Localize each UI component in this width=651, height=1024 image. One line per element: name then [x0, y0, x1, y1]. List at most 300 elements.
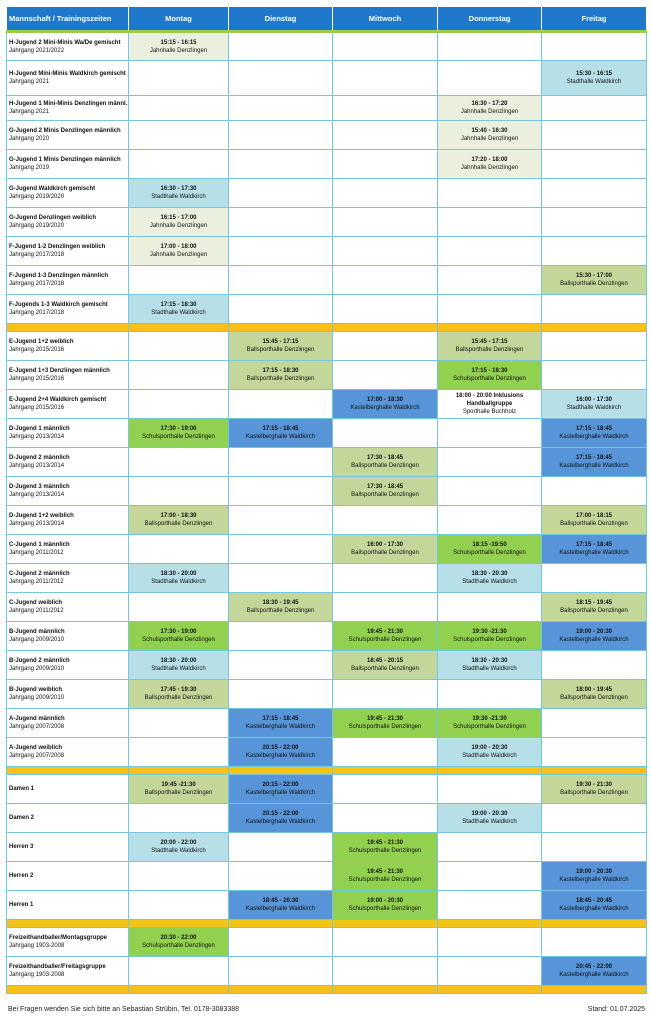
training-slot-monday — [129, 833, 229, 862]
training-slot-tuesday — [229, 593, 333, 622]
slot-venue: Kastelberghalle Waldkirch — [559, 877, 629, 883]
slot-venue: Ballsporthalle Denzlingen — [560, 695, 628, 701]
empty-slot-tuesday — [229, 32, 333, 61]
team-row — [7, 237, 647, 266]
empty-slot-wednesday — [333, 150, 438, 179]
team-row — [7, 96, 647, 121]
team-row — [7, 208, 647, 237]
training-slot-monday — [129, 651, 229, 680]
empty-slot-wednesday — [333, 96, 438, 121]
training-slot-tuesday — [229, 804, 333, 833]
slot-time: 19:45 - 21:30 — [366, 716, 404, 722]
slot-venue: Ballsporthalle Denzlingen — [351, 666, 419, 672]
slot-venue: Stadthalle Waldkirch — [151, 848, 206, 854]
empty-slot-monday — [129, 709, 229, 738]
empty-slot-monday — [129, 61, 229, 96]
team-row — [7, 651, 647, 680]
team-name: E-Jugend 1+3 Denzlingen männlich — [9, 368, 110, 374]
team-name: E-Jugend 2+4 Waldkirch gemischt — [9, 397, 107, 403]
team-cell — [7, 121, 129, 150]
team-cell — [7, 150, 129, 179]
team-year: Jahrgang 2015/2016 — [9, 405, 65, 411]
slot-venue: Stadthalle Waldkirch — [462, 579, 517, 585]
slot-time: 18:00 - 19:45 — [575, 687, 613, 693]
header-thursday: Donnerstag — [438, 7, 542, 32]
empty-slot-monday — [129, 891, 229, 920]
empty-slot-wednesday — [333, 61, 438, 96]
team-year: Jahrgang 2011/2012 — [9, 608, 64, 614]
team-row — [7, 891, 647, 920]
team-name: Freizeithandballer/Montagsgruppe — [9, 935, 108, 941]
team-cell — [7, 957, 129, 986]
empty-slot-tuesday — [229, 833, 333, 862]
team-name: C-Jugend 1 männlich — [9, 542, 70, 548]
separator-cell — [333, 767, 438, 775]
separator-cell — [542, 920, 647, 928]
empty-slot-wednesday — [333, 564, 438, 593]
empty-slot-monday — [129, 862, 229, 891]
slot-time: 18:30 - 20:00 — [160, 571, 197, 577]
empty-slot-tuesday — [229, 266, 333, 295]
training-slot-wednesday — [333, 651, 438, 680]
empty-slot-thursday — [438, 775, 542, 804]
slot-time: 16:00 - 17:30 — [366, 542, 404, 548]
slot-time: 20:15 - 22:00 — [262, 782, 299, 788]
team-row — [7, 361, 647, 390]
separator-cell — [7, 920, 129, 928]
empty-slot-thursday — [438, 928, 542, 957]
team-year: Jahrgang 1903-2008 — [9, 972, 65, 978]
empty-slot-thursday — [438, 32, 542, 61]
team-name: Damen 2 — [9, 815, 35, 821]
slot-time: 18:30 - 19:45 — [262, 600, 299, 606]
training-slot-friday — [542, 506, 647, 535]
team-year: Jahrgang 1903-2008 — [9, 943, 65, 949]
team-row — [7, 419, 647, 448]
slot-venue: Kastelberghalle Waldkirch — [559, 906, 629, 912]
slot-time: 18:45 - 20:45 — [575, 898, 613, 904]
slot-venue: Kastelberghalle Waldkirch — [559, 463, 629, 469]
training-slot-thursday — [438, 622, 542, 651]
header-row — [7, 7, 647, 32]
slot-time: 17:20 - 18:00 — [471, 157, 508, 163]
training-slot-friday — [542, 266, 647, 295]
slot-time: 16:30 - 17:30 — [160, 186, 197, 192]
slot-time: 18:45 - 20:30 — [262, 898, 299, 904]
team-row — [7, 593, 647, 622]
team-year: Jahrgang 2013/2014 — [9, 492, 65, 498]
training-slot-thursday — [438, 738, 542, 767]
footer-contact: Bei Fragen wenden Sie sich bitte an Sebastian Strübin, Tel. 0178-3083388 — [8, 1006, 240, 1013]
team-cell — [7, 61, 129, 96]
training-slot-thursday — [438, 804, 542, 833]
empty-slot-tuesday — [229, 957, 333, 986]
separator-cell — [129, 920, 229, 928]
slot-venue: Ballsporthalle Denzlingen — [351, 492, 419, 498]
empty-slot-wednesday — [333, 775, 438, 804]
team-cell — [7, 448, 129, 477]
training-slot-friday — [542, 680, 647, 709]
empty-slot-thursday — [438, 833, 542, 862]
slot-venue: Jahnhalle Denzlingen — [460, 109, 519, 115]
empty-slot-tuesday — [229, 506, 333, 535]
separator-cell — [7, 324, 129, 332]
empty-slot-thursday — [438, 179, 542, 208]
slot-time: 19:45 - 21:30 — [366, 869, 404, 875]
empty-slot-wednesday — [333, 208, 438, 237]
separator-cell — [333, 920, 438, 928]
team-cell — [7, 804, 129, 833]
team-year: Jahrgang 2021 — [9, 79, 50, 85]
team-name: Herren 3 — [9, 844, 34, 850]
separator-cell — [438, 920, 542, 928]
slot-venue: Jahnhalle Denzlingen — [149, 47, 208, 54]
empty-slot-wednesday — [333, 419, 438, 448]
empty-slot-monday — [129, 150, 229, 179]
training-slot-thursday — [438, 96, 542, 121]
training-slot-friday — [542, 891, 647, 920]
training-slot-thursday — [438, 361, 542, 390]
empty-slot-tuesday — [229, 651, 333, 680]
slot-time: 17:00 - 18:15 — [575, 513, 613, 519]
training-slot-thursday — [438, 121, 542, 150]
empty-slot-wednesday — [333, 804, 438, 833]
slot-time: 18:30 - 20:30 — [471, 658, 508, 664]
team-cell — [7, 535, 129, 564]
slot-time: 19:30 -21:30 — [472, 629, 507, 635]
team-cell — [7, 96, 129, 121]
separator-cell — [542, 986, 647, 994]
empty-slot-tuesday — [229, 295, 333, 324]
empty-slot-monday — [129, 804, 229, 833]
slot-time: 15:30 - 17:00 — [575, 273, 613, 279]
slot-time: 19:45 -21:30 — [161, 782, 196, 788]
slot-venue: Stadthalle Waldkirch — [151, 194, 206, 200]
empty-slot-tuesday — [229, 237, 333, 266]
team-name: F-Jugend 1-3 Denzlingen männlich — [9, 273, 109, 279]
team-row — [7, 295, 647, 324]
team-cell — [7, 361, 129, 390]
empty-slot-tuesday — [229, 564, 333, 593]
slot-time: 20:45 - 22:00 — [575, 964, 613, 970]
slot-time: 16:00 - 17:30 — [575, 397, 613, 403]
empty-slot-monday — [129, 96, 229, 121]
slot-venue: Ballsporthalle Denzlingen — [246, 376, 315, 382]
team-cell — [7, 622, 129, 651]
slot-time: 17:00 - 18:30 — [366, 397, 404, 403]
team-name: D-Jugend 2 männlich — [9, 455, 70, 461]
team-row — [7, 564, 647, 593]
slot-time: 17:45 - 19:30 — [160, 687, 197, 693]
team-name: G-Jugend Denzlingen weiblich — [9, 215, 97, 221]
team-year: Jahrgang 2011/2012 — [9, 579, 64, 585]
slot-venue: Kastelberghalle Waldkirch — [245, 724, 316, 730]
training-slot-wednesday — [333, 833, 438, 862]
team-row — [7, 709, 647, 738]
team-row — [7, 928, 647, 957]
slot-time: 18:00 - 20:00 Inklusions Handballgruppe — [455, 393, 524, 407]
slot-venue: Kastelberghalle Waldkirch — [350, 405, 420, 411]
separator-cell — [129, 767, 229, 775]
team-name: D-Jugend 3 männlich — [9, 484, 70, 490]
slot-time: 17:30 - 18:45 — [366, 455, 404, 461]
empty-slot-thursday — [438, 680, 542, 709]
team-cell — [7, 506, 129, 535]
empty-slot-friday — [542, 804, 647, 833]
slot-venue: Schulsporthalle Denzlingen — [142, 434, 215, 440]
slot-time: 17:15 - 18:45 — [575, 542, 613, 548]
empty-slot-monday — [129, 535, 229, 564]
empty-slot-tuesday — [229, 61, 333, 96]
empty-slot-wednesday — [333, 237, 438, 266]
training-slot-monday — [129, 506, 229, 535]
team-year: Jahrgang 2015/2016 — [9, 347, 65, 353]
empty-slot-wednesday — [333, 295, 438, 324]
slot-venue: Schulsporthalle Denzlingen — [453, 550, 526, 556]
team-name: E-Jugend 1+2 weiblich — [9, 339, 74, 345]
slot-venue: Ballsporthalle Denzlingen — [351, 550, 419, 556]
slot-time: 17:15 - 18:45 — [262, 426, 299, 432]
empty-slot-friday — [542, 361, 647, 390]
empty-slot-wednesday — [333, 680, 438, 709]
empty-slot-monday — [129, 738, 229, 767]
empty-slot-wednesday — [333, 361, 438, 390]
team-name: Herren 1 — [9, 902, 34, 908]
slot-venue: Ballsporthalle Denzlingen — [560, 281, 628, 287]
training-slot-monday — [129, 928, 229, 957]
team-name: Freizeithandballer/Freitagsgruppe — [9, 964, 106, 970]
training-slot-monday — [129, 622, 229, 651]
empty-slot-friday — [542, 928, 647, 957]
team-cell — [7, 332, 129, 361]
team-row — [7, 390, 647, 419]
empty-slot-wednesday — [333, 928, 438, 957]
empty-slot-tuesday — [229, 208, 333, 237]
training-slot-monday — [129, 775, 229, 804]
slot-time: 18:30 - 20:00 — [160, 658, 197, 664]
team-year: Jahrgang 2019 — [9, 165, 50, 171]
empty-slot-friday — [542, 833, 647, 862]
team-year: Jahrgang 2017/2018 — [9, 281, 65, 287]
empty-slot-friday — [542, 477, 647, 506]
team-year: Jahrgang 2019/2020 — [9, 223, 65, 229]
team-year: Jahrgang 2007/2008 — [9, 753, 65, 759]
slot-time: 19:45 - 21:30 — [366, 629, 404, 635]
team-name: B-Jugend 2 männlich — [9, 658, 70, 664]
empty-slot-thursday — [438, 295, 542, 324]
team-cell — [7, 738, 129, 767]
slot-time: 16:15 - 17:00 — [160, 215, 197, 221]
empty-slot-friday — [542, 332, 647, 361]
empty-slot-wednesday — [333, 266, 438, 295]
empty-slot-tuesday — [229, 390, 333, 419]
empty-slot-tuesday — [229, 928, 333, 957]
team-year: Jahrgang 2017/2018 — [9, 310, 65, 316]
training-slot-friday — [542, 390, 647, 419]
empty-slot-monday — [129, 957, 229, 986]
slot-time: 19:00 - 20:30 — [471, 811, 508, 817]
training-slot-thursday — [438, 564, 542, 593]
training-slot-friday — [542, 61, 647, 96]
slot-venue: Stadthalle Waldkirch — [151, 666, 206, 672]
header-wednesday: Mittwoch — [333, 7, 438, 32]
team-cell — [7, 593, 129, 622]
empty-slot-friday — [542, 121, 647, 150]
slot-time: 19:30 - 21:30 — [575, 782, 613, 788]
slot-venue: Stadthalle Waldkirch — [566, 79, 622, 85]
slot-time: 17:15 - 18:30 — [471, 368, 508, 374]
empty-slot-wednesday — [333, 121, 438, 150]
empty-slot-thursday — [438, 957, 542, 986]
slot-venue: Stadthalle Waldkirch — [151, 310, 206, 316]
empty-slot-thursday — [438, 266, 542, 295]
team-row — [7, 477, 647, 506]
team-cell — [7, 295, 129, 324]
team-row — [7, 506, 647, 535]
team-row — [7, 622, 647, 651]
slot-venue: Ballsporthalle Denzlingen — [144, 790, 213, 796]
team-row — [7, 448, 647, 477]
empty-slot-monday — [129, 448, 229, 477]
team-year: Jahrgang 2013/2014 — [9, 434, 65, 440]
team-row — [7, 266, 647, 295]
separator-cell — [129, 986, 229, 994]
team-cell — [7, 477, 129, 506]
slot-venue: Ballsporthalle Denzlingen — [246, 347, 315, 353]
team-name: D-Jugend 1+2 weiblich — [9, 513, 74, 519]
team-cell — [7, 266, 129, 295]
team-cell — [7, 419, 129, 448]
slot-time: 18:45 - 20:15 — [366, 658, 404, 664]
team-cell — [7, 891, 129, 920]
slot-venue: Jahnhalle Denzlingen — [149, 223, 208, 229]
team-row — [7, 535, 647, 564]
training-slot-thursday — [438, 709, 542, 738]
slot-venue: Kastelberghalle Waldkirch — [245, 906, 316, 912]
group-separator-row — [7, 324, 647, 332]
training-schedule-table — [6, 6, 647, 994]
team-cell — [7, 928, 129, 957]
team-year: Jahrgang 2021 — [9, 109, 50, 115]
empty-slot-friday — [542, 96, 647, 121]
training-slot-monday — [129, 680, 229, 709]
team-name: H-Jugend Mini-Minis Waldkirch gemischt — [9, 71, 126, 77]
empty-slot-tuesday — [229, 477, 333, 506]
separator-cell — [333, 324, 438, 332]
empty-slot-friday — [542, 179, 647, 208]
empty-slot-friday — [542, 295, 647, 324]
training-slot-thursday — [438, 651, 542, 680]
team-cell — [7, 775, 129, 804]
separator-cell — [542, 767, 647, 775]
empty-slot-friday — [542, 738, 647, 767]
team-row — [7, 957, 647, 986]
slot-venue: Schulsporthalle Denzlingen — [453, 637, 526, 643]
slot-venue: Ballsporthalle Denzlingen — [560, 790, 628, 796]
team-name: A-Jugend männlich — [9, 716, 65, 722]
training-slot-monday — [129, 419, 229, 448]
training-slot-friday — [542, 448, 647, 477]
separator-cell — [438, 767, 542, 775]
slot-venue: Jahnhalle Denzlingen — [149, 252, 208, 258]
slot-venue: Stadthalle Waldkirch — [566, 405, 622, 411]
team-year: Jahrgang 2009/2010 — [9, 666, 65, 672]
team-name: B-Jugend weiblich — [9, 687, 63, 693]
slot-time: 15:40 - 16:30 — [471, 128, 508, 134]
schedule-body — [7, 32, 647, 994]
training-slot-wednesday — [333, 862, 438, 891]
training-slot-friday — [542, 419, 647, 448]
team-cell — [7, 833, 129, 862]
slot-venue: Ballsporthalle Denzlingen — [351, 463, 419, 469]
slot-venue: Kastelberghalle Waldkirch — [559, 972, 629, 978]
slot-venue: Jahnhalle Denzlingen — [460, 165, 519, 171]
team-year: Jahrgang 2017/2018 — [9, 252, 65, 258]
empty-slot-tuesday — [229, 150, 333, 179]
training-slot-wednesday — [333, 477, 438, 506]
team-cell — [7, 651, 129, 680]
slot-venue: Kastelberghalle Waldkirch — [245, 819, 316, 825]
training-slot-tuesday — [229, 361, 333, 390]
training-slot-monday — [129, 179, 229, 208]
training-slot-wednesday — [333, 390, 438, 419]
team-row — [7, 738, 647, 767]
training-slot-wednesday — [333, 622, 438, 651]
slot-time: 19:00 - 20:30 — [575, 629, 613, 635]
training-slot-friday — [542, 622, 647, 651]
empty-slot-thursday — [438, 506, 542, 535]
slot-time: 15:30 - 16:15 — [575, 71, 613, 77]
slot-venue: Schulsporthalle Denzlingen — [348, 877, 422, 883]
empty-slot-friday — [542, 651, 647, 680]
slot-venue: Ballsporthalle Denzlingen — [144, 521, 213, 527]
slot-time: 17:15 - 18:30 — [262, 368, 299, 374]
slot-time: 17:15 - 18:30 — [160, 302, 197, 308]
empty-slot-thursday — [438, 61, 542, 96]
training-slot-tuesday — [229, 891, 333, 920]
empty-slot-monday — [129, 266, 229, 295]
empty-slot-thursday — [438, 208, 542, 237]
training-slot-friday — [542, 593, 647, 622]
slot-time: 18:15 -19:50 — [472, 542, 507, 548]
team-cell — [7, 680, 129, 709]
empty-slot-thursday — [438, 593, 542, 622]
header-friday: Freitag — [542, 7, 647, 32]
empty-slot-friday — [542, 150, 647, 179]
training-slot-tuesday — [229, 775, 333, 804]
team-year: Jahrgang 2021/2022 — [9, 47, 65, 54]
empty-slot-wednesday — [333, 957, 438, 986]
slot-time: 17:00 - 18:30 — [160, 513, 197, 519]
separator-cell — [333, 986, 438, 994]
slot-time: 19:45 - 21:30 — [366, 840, 404, 846]
training-slot-thursday — [438, 332, 542, 361]
empty-slot-wednesday — [333, 738, 438, 767]
empty-slot-thursday — [438, 891, 542, 920]
team-year: Jahrgang 2013/2014 — [9, 521, 65, 527]
training-slot-monday — [129, 564, 229, 593]
team-name: G-Jugend 1 Minis Denzlingen männlich — [9, 157, 121, 163]
group-separator-row — [7, 986, 647, 994]
slot-time: 19:00 - 20:30 — [575, 869, 613, 875]
empty-slot-wednesday — [333, 332, 438, 361]
team-name: A-Jugend weiblich — [9, 745, 63, 751]
team-cell — [7, 564, 129, 593]
header-monday: Montag — [129, 7, 229, 32]
training-slot-friday — [542, 535, 647, 564]
slot-venue: Stadthalle Waldkirch — [462, 666, 517, 672]
empty-slot-tuesday — [229, 448, 333, 477]
